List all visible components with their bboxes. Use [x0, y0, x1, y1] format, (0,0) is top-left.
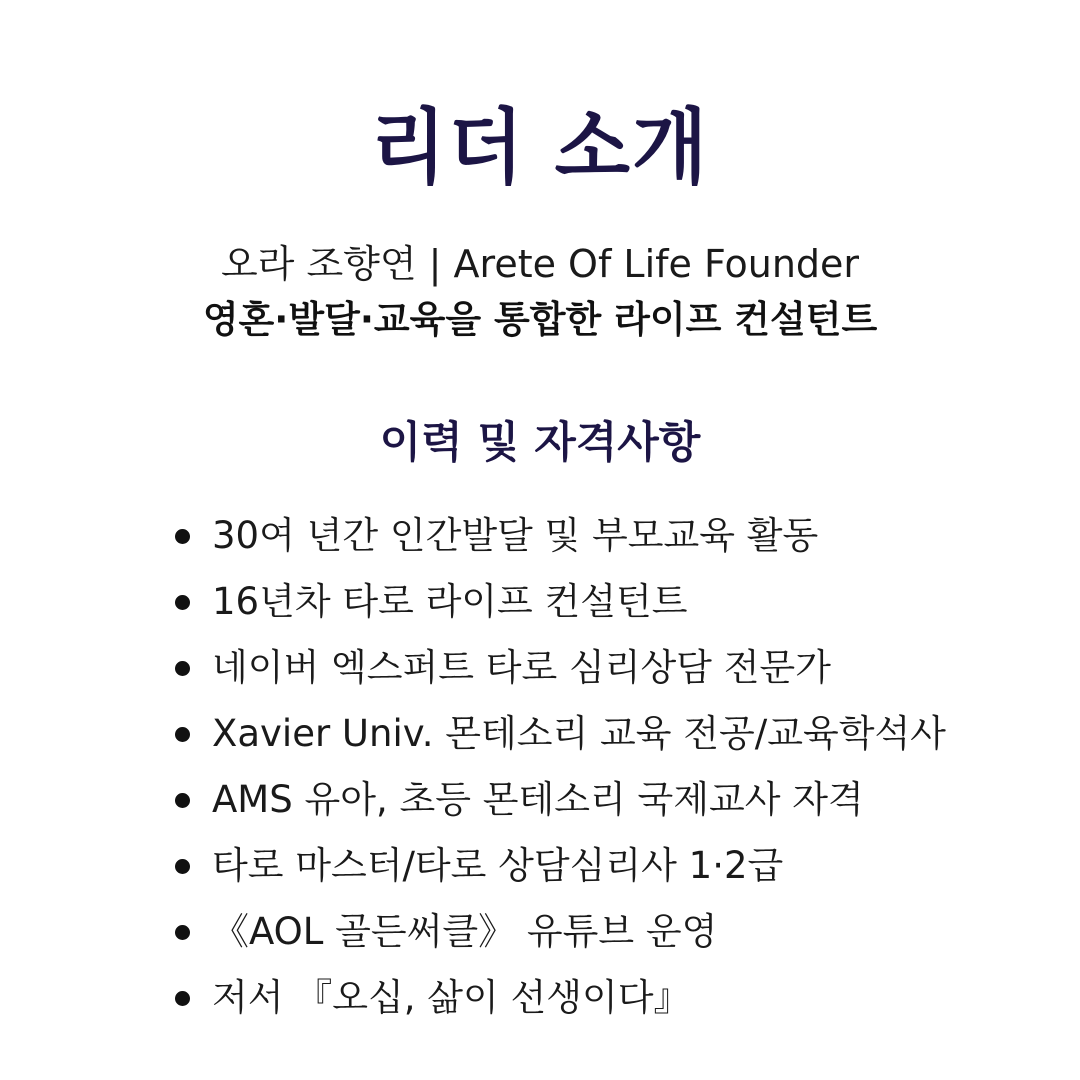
career-item-text: 타로 마스터/타로 상담심리사 1·2급 [212, 844, 784, 887]
bullet-icon [175, 925, 190, 940]
career-section-heading: 이력 및 자격사항 [379, 418, 701, 468]
bullet-icon [175, 859, 190, 874]
career-list-item [172, 965, 1072, 1031]
career-item-text: 30여 년간 인간발달 및 부모교육 활동 [212, 514, 819, 557]
career-list [172, 503, 1072, 1031]
career-item-text: 16년차 타로 라이프 컨설턴트 [212, 580, 688, 623]
bullet-icon [175, 661, 190, 676]
career-list-item [172, 635, 1072, 701]
career-item-text: 《AOL 골든써클》 유튜브 운영 [212, 910, 718, 953]
bullet-icon [175, 991, 190, 1006]
career-list-item [172, 899, 1072, 965]
career-list-item [172, 833, 1072, 899]
career-item-text: Xavier Univ. 몬테소리 교육 전공/교육학석사 [212, 712, 946, 755]
career-list-item [172, 569, 1072, 635]
leader-tagline: 영혼·발달·교육을 통합한 라이프 컨설턴트 [202, 298, 878, 341]
page-title: 리더 소개 [370, 100, 710, 196]
career-list-item [172, 503, 1072, 569]
bullet-icon [175, 529, 190, 544]
bullet-icon [175, 595, 190, 610]
career-item-text: 네이버 엑스퍼트 타로 심리상담 전문가 [212, 646, 831, 689]
bullet-icon [175, 727, 190, 742]
bullet-icon [175, 793, 190, 808]
career-list-item [172, 767, 1072, 833]
career-item-text: 저서 『오십, 삶이 선생이다』 [212, 976, 691, 1019]
career-list-item [172, 701, 1072, 767]
career-item-text: AMS 유아, 초등 몬테소리 국제교사 자격 [212, 778, 864, 821]
leader-name-subtitle: 오라 조향연 | Arete Of Life Founder [220, 242, 860, 286]
